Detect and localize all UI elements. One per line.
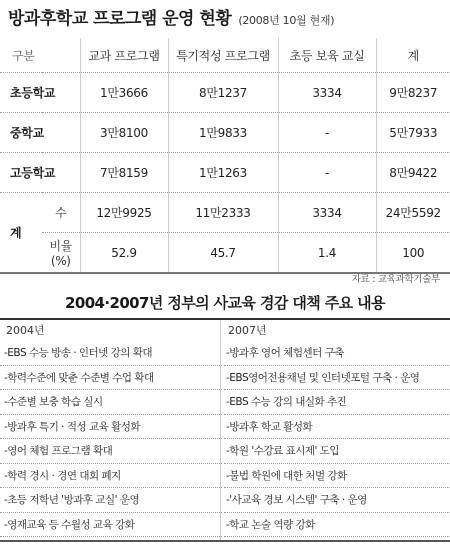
column-header-2007: 2007년 (228, 324, 267, 337)
row-label-ratio: 비율(%) (42, 233, 80, 274)
table-cell: 7만8159 (80, 153, 168, 193)
column-header-2004: 2004년 (6, 324, 45, 337)
source-note: 자료 : 교육과학기술부 (351, 274, 440, 285)
row-label-elementary: 초등학교 (0, 73, 80, 113)
policy-title: 2004·2007년 정부의 사교육 경감 대책 주요 내용 (65, 294, 385, 312)
divider (0, 318, 450, 320)
table-title-date: (2008년 10월 현재) (238, 14, 335, 27)
row-label-high: 고등학교 (0, 153, 80, 193)
list-item: -학원 '수강료 표시제' 도입 (224, 439, 450, 464)
list-2007 (224, 341, 450, 537)
list-item: -방과후 학교 활성화 (224, 415, 450, 440)
table-cell: - (278, 153, 376, 193)
table-cell: 52.9 (80, 233, 168, 274)
header-category: 구분 (0, 38, 80, 73)
table-cell: 11만2333 (168, 193, 278, 233)
table-row (0, 113, 450, 153)
list-item: -학교 논술 역량 강화 (224, 513, 450, 538)
table-header-row (0, 38, 450, 73)
table-cell: 1만3666 (80, 73, 168, 113)
table-cell: 8만1237 (168, 73, 278, 113)
table-row (0, 153, 450, 193)
table-cell: - (278, 113, 376, 153)
list-item: -학력 경시 · 경연 대회 폐지 (0, 464, 222, 489)
table-cell: 1.4 (278, 233, 376, 274)
list-item: -방과후 영어 체험센터 구축 (224, 341, 450, 366)
table-cell: 3만8100 (80, 113, 168, 153)
row-label-total-group: 계 (0, 193, 42, 274)
list-item: -'사교육 경보 시스템' 구축 · 운영 (224, 488, 450, 513)
afterschool-program-table (0, 38, 450, 274)
list-item: -영재교육 등 수월성 교육 강화 (0, 513, 222, 538)
table-cell: 5만7933 (376, 113, 450, 153)
table-cell: 8만9422 (376, 153, 450, 193)
header-subject-program: 교과 프로그램 (80, 38, 168, 73)
list-item: -EBS영어전용채널 및 인터넷포털 구축 · 운영 (224, 366, 450, 391)
table-cell: 100 (376, 233, 450, 274)
table-title-main: 방과후학교 프로그램 운영 현황 (8, 9, 232, 29)
table-row (0, 193, 450, 233)
list-item: -방과후 특기 · 적성 교육 활성화 (0, 415, 222, 440)
list-item: -EBS 수능 방송 · 인터넷 강의 확대 (0, 341, 222, 366)
row-label-count: 수 (42, 193, 80, 233)
table-cell: 1만1263 (168, 153, 278, 193)
table-title (8, 4, 448, 34)
row-label-middle: 중학교 (0, 113, 80, 153)
table-cell: 12만9925 (80, 193, 168, 233)
list-item: -EBS 수능 강의 내실화 추진 (224, 390, 450, 415)
list-item: -영어 체험 프로그램 확대 (0, 439, 222, 464)
table-row (0, 73, 450, 113)
table-cell: 1만9833 (168, 113, 278, 153)
table-cell: 3334 (278, 73, 376, 113)
list-item: -학력수준에 맞춘 수준별 수업 확대 (0, 366, 222, 391)
table-cell: 3334 (278, 193, 376, 233)
header-total: 계 (376, 38, 450, 73)
header-special-program: 특기적성 프로그램 (168, 38, 278, 73)
table-row (0, 233, 450, 274)
table-cell: 45.7 (168, 233, 278, 274)
list-2004 (0, 341, 222, 537)
list-item: -수준별 보충 학습 실시 (0, 390, 222, 415)
header-care-class: 초등 보육 교실 (278, 38, 376, 73)
table-cell: 9만8237 (376, 73, 450, 113)
divider (0, 540, 450, 542)
list-item: -불법 학원에 대한 처벌 강화 (224, 464, 450, 489)
list-item: -초등 저학년 '방과후 교실' 운영 (0, 488, 222, 513)
table-cell: 24만5592 (376, 193, 450, 233)
